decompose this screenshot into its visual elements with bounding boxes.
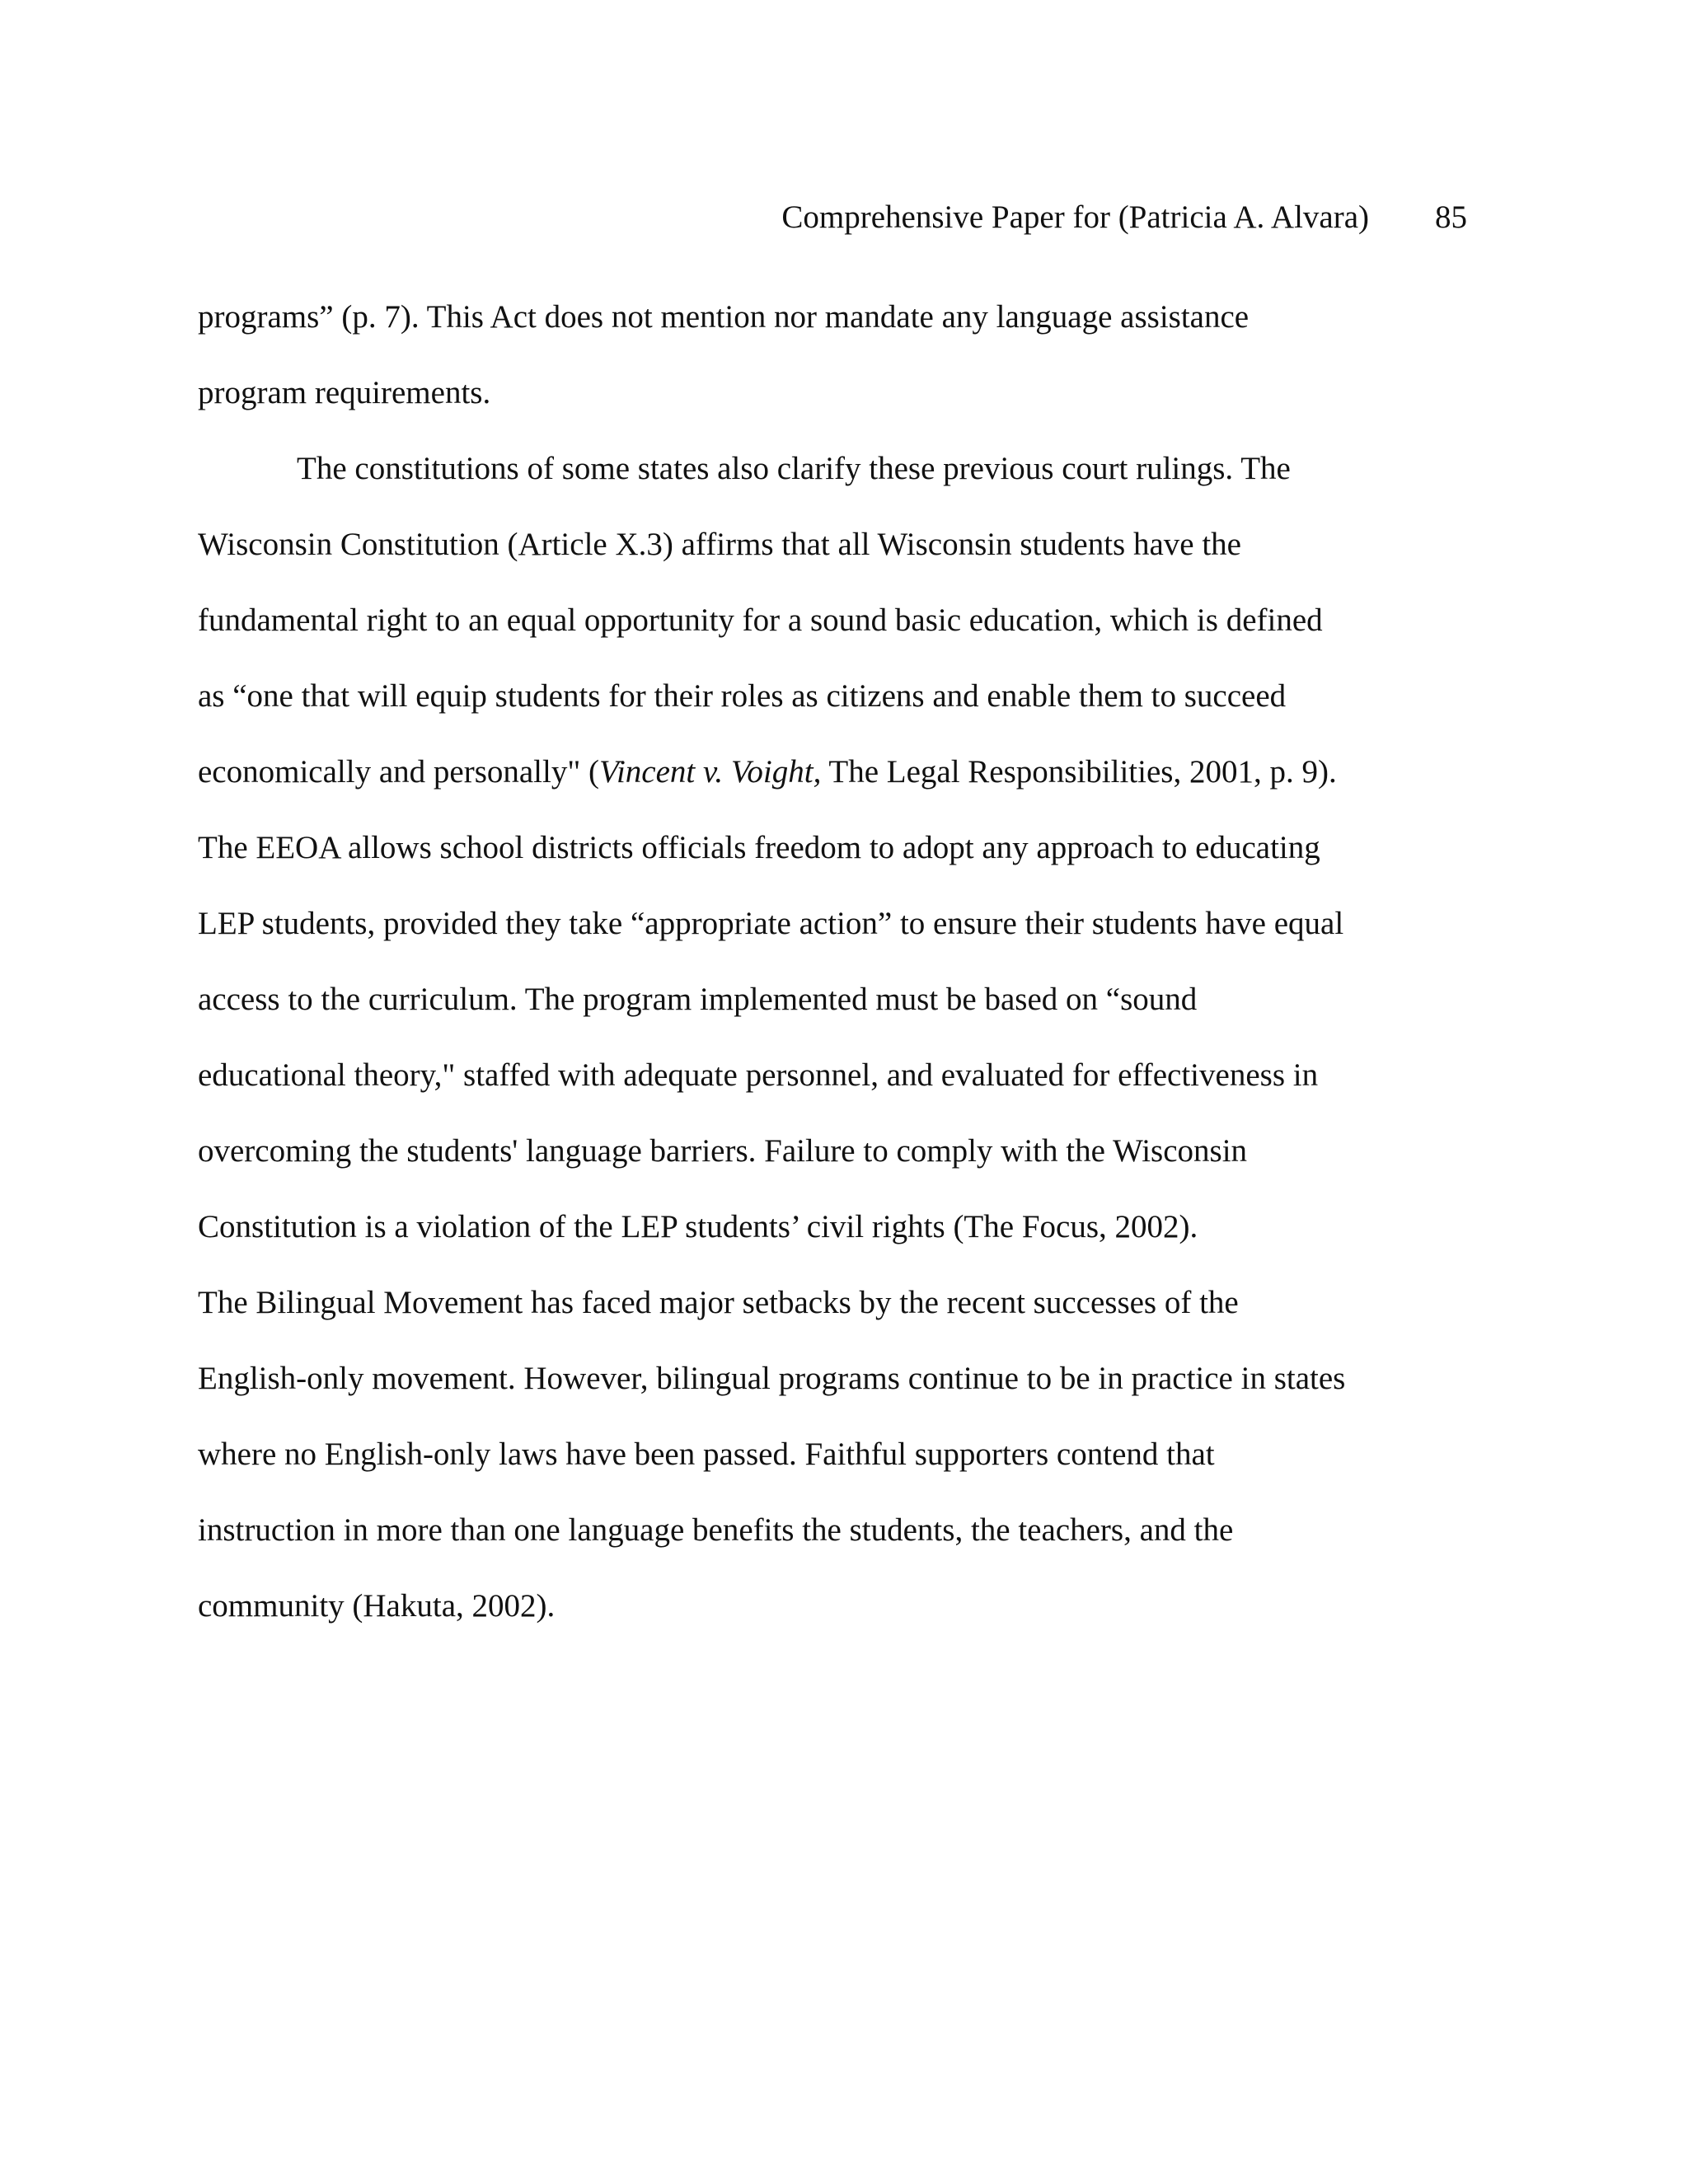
paragraph-first-line: The constitutions of some states also clarify these previous court rulings. The	[297, 451, 1291, 486]
text-line: program requirements.	[198, 375, 491, 410]
citation-line	[198, 749, 1409, 825]
text-line: English-only movement. However, bilingual programs continue to be in practice in states	[198, 1361, 1346, 1396]
text-line: fundamental right to an equal opportunity for a sound basic education, which is defined	[198, 602, 1323, 638]
document-body	[198, 294, 1409, 1659]
text-line: Constitution is a violation of the LEP students’ civil rights (The Focus, 2002).	[198, 1209, 1198, 1244]
text-line: educational theory," staffed with adequate personnel, and evaluated for effectiveness in	[198, 1057, 1319, 1093]
text-line: community (Hakuta, 2002).	[198, 1588, 556, 1624]
text-line: Wisconsin Constitution (Article X.3) affirms that all Wisconsin students have the	[198, 527, 1241, 562]
case-name-italic: Vincent v. Voight,	[599, 754, 822, 790]
text-line: as “one that will equip students for their roles as citizens and enable them to succeed	[198, 678, 1287, 714]
text-line: access to the curriculum. The program implemented must be based on “sound	[198, 982, 1198, 1017]
text-line: LEP students, provided they take “appropriate action” to ensure their students have equal	[198, 906, 1344, 941]
text-line: The EEOA allows school districts officials freedom to adopt any approach to educating	[198, 830, 1320, 865]
citation-text-after: The Legal Responsibilities, 2001, p. 9).	[821, 754, 1337, 790]
header-title: Comprehensive Paper for (Patricia A. Alvara)	[781, 199, 1369, 235]
running-header	[781, 194, 1467, 241]
text-line: The Bilingual Movement has faced major setbacks by the recent successes of the	[198, 1285, 1239, 1320]
text-line: overcoming the students' language barriers. Failure to comply with the Wisconsin	[198, 1133, 1248, 1169]
text-line: instruction in more than one language benefits the students, the teachers, and the	[198, 1512, 1234, 1548]
citation-text-before: economically and personally" (	[198, 754, 600, 790]
text-line: where no English-only laws have been passed. Faithful supporters contend that	[198, 1436, 1215, 1472]
page-number: 85	[1435, 199, 1467, 235]
text-line: programs” (p. 7). This Act does not mention nor mandate any language assistance	[198, 299, 1250, 335]
